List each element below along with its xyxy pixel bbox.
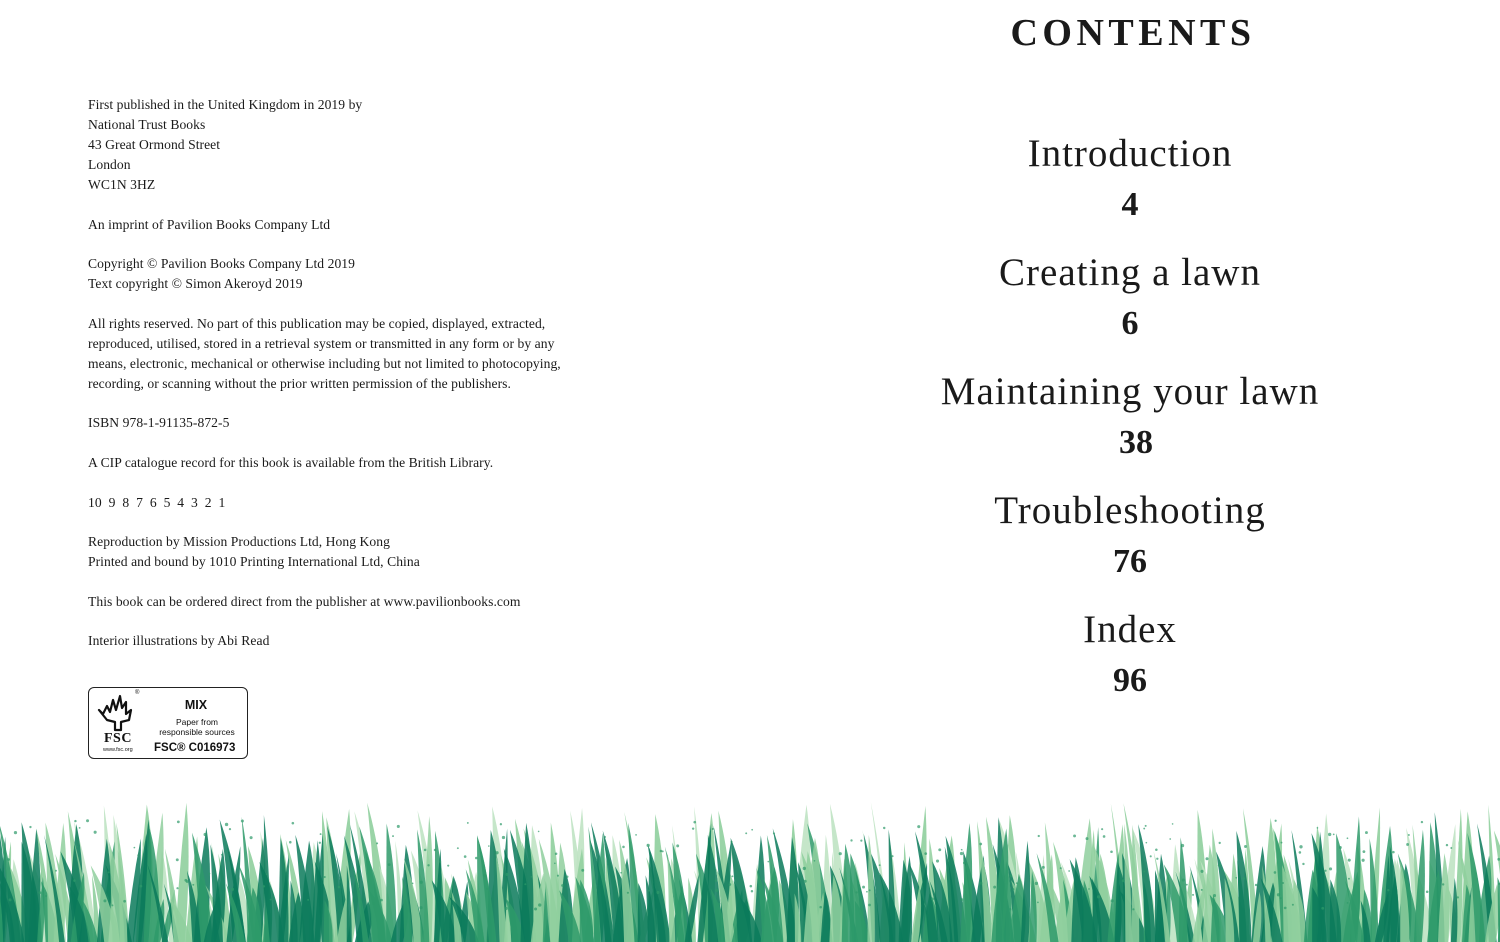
illustration-credit <box>88 631 648 651</box>
grass-speck <box>855 891 857 893</box>
grass-speck <box>208 873 210 875</box>
grass-speck <box>376 842 378 844</box>
grass-speck <box>380 899 383 902</box>
publisher-name: National Trust Books <box>88 117 206 132</box>
grass-speck <box>419 906 422 909</box>
grass-speck <box>531 876 533 878</box>
fsc-paper-line: Paper from <box>175 717 219 727</box>
grass-speck <box>420 881 423 884</box>
grass-speck <box>730 841 732 843</box>
toc-entry-title: Introduction <box>1027 132 1233 175</box>
grass-speck <box>263 885 265 887</box>
grass-speck <box>324 876 326 878</box>
grass-speck <box>1365 831 1368 834</box>
grass-speck <box>73 879 76 882</box>
contents-heading: CONTENTS <box>1010 12 1256 54</box>
grass-speck <box>1150 855 1152 857</box>
grass-speck <box>1321 907 1324 910</box>
grass-speck <box>225 823 228 826</box>
grass-speck <box>1009 908 1012 911</box>
imprint-text: An imprint of Pavilion Books Company Ltd <box>88 216 331 232</box>
toc-entry-index[interactable] <box>880 607 1380 703</box>
grass-speck <box>434 849 436 851</box>
grass-speck <box>412 883 414 885</box>
grass-speck <box>177 820 180 823</box>
grass-speck <box>1333 833 1335 835</box>
grass-speck <box>1329 867 1332 870</box>
grass-illustration <box>0 800 1500 942</box>
toc-entry-title: Index <box>1083 608 1177 651</box>
grass-speck <box>427 864 429 866</box>
grass-speck <box>938 848 941 851</box>
grass-speck <box>319 842 321 844</box>
grass-speck <box>1181 844 1184 847</box>
grass-speck <box>108 871 110 873</box>
grass-speck <box>1280 897 1282 899</box>
grass-speck <box>620 872 622 874</box>
grass-speck <box>1155 848 1158 851</box>
grass-speck <box>74 820 76 822</box>
grass-speck <box>979 882 982 885</box>
ordering-text: This book can be ordered direct from the publisher at www.pavilionbooks.com <box>88 593 521 609</box>
grass-speck <box>1205 857 1208 860</box>
grass-speck <box>1042 866 1045 869</box>
address-street: 43 Great Ormond Street <box>88 137 221 152</box>
grass-speck <box>14 831 17 834</box>
grass-speck <box>1037 901 1039 903</box>
grass-speck <box>86 819 89 822</box>
grass-speck <box>250 836 253 839</box>
fsc-mix-label: MIX <box>184 698 208 712</box>
grass-speck <box>868 904 871 907</box>
grass-speck <box>1353 895 1355 897</box>
grass-speck <box>1284 907 1287 910</box>
grass-speck <box>299 863 301 865</box>
grass-speck <box>979 843 982 846</box>
grass-speck <box>1213 894 1216 897</box>
grass-speck <box>176 858 179 861</box>
grass-speck <box>862 886 865 889</box>
grass-speck <box>960 852 963 855</box>
fsc-license-code: FSC® C016973 <box>154 742 236 754</box>
grass-speck <box>604 836 606 838</box>
grass-speck <box>1282 882 1284 884</box>
grass-speck <box>1156 858 1158 860</box>
grass-speck <box>1324 870 1326 872</box>
grass-speck <box>320 833 322 835</box>
grass-speck <box>660 850 663 853</box>
fsc-paper-line: responsible sources <box>159 727 235 737</box>
grass-speck <box>372 902 375 905</box>
grass-speck <box>581 869 584 872</box>
grass-speck <box>241 820 244 823</box>
grass-speck <box>1110 850 1113 853</box>
grass-speck <box>270 899 272 901</box>
grass-speck <box>1235 877 1237 879</box>
toc-entry-introduction[interactable] <box>880 131 1380 227</box>
grass-speck <box>397 825 400 828</box>
fsc-registered-mark: ® <box>135 690 140 696</box>
grass-speck <box>483 874 486 877</box>
fsc-url: www.fsc.org <box>103 747 133 753</box>
grass-speck <box>1244 845 1247 848</box>
print-numbers: 10 9 8 7 6 5 4 3 2 1 <box>88 494 226 510</box>
grass-speck <box>879 864 881 866</box>
grass-speck <box>676 844 679 847</box>
toc-entry-troubleshooting[interactable] <box>880 488 1380 584</box>
grass-speck <box>1088 888 1090 890</box>
print-line <box>88 493 648 513</box>
grass-speck <box>1299 851 1302 854</box>
grass-speck <box>176 887 178 889</box>
grass-speck <box>1255 884 1257 886</box>
grass-speck <box>1408 834 1410 836</box>
grass-speck <box>192 884 194 886</box>
grass-speck <box>538 903 541 906</box>
grass-speck <box>1292 904 1294 906</box>
grass-speck <box>751 829 753 831</box>
grass-speck <box>1143 828 1145 830</box>
grass-speck <box>1186 884 1188 886</box>
grass-speck <box>1387 889 1389 891</box>
grass-speck <box>767 861 769 863</box>
isbn <box>88 413 648 433</box>
grass-speck <box>1317 827 1319 829</box>
grass-speck <box>1218 864 1221 867</box>
grass-speck <box>1145 825 1147 827</box>
grass-speck <box>1426 890 1429 893</box>
grass-speck <box>123 900 126 903</box>
ordering-info <box>88 592 648 612</box>
grass-speck <box>566 875 568 877</box>
grass-speck <box>221 854 223 856</box>
grass-speck <box>715 879 718 882</box>
printed-line: Printed and bound by 1010 Printing International Ltd, China <box>88 554 420 570</box>
production-block <box>88 532 648 572</box>
grass-speck <box>1103 835 1106 838</box>
grass-speck <box>500 823 502 825</box>
grass-speck <box>229 828 231 830</box>
grass-speck <box>814 860 816 862</box>
grass-speck <box>230 898 232 900</box>
grass-speck <box>45 895 47 897</box>
toc-entry-page: 96 <box>1113 662 1147 699</box>
grass-speck <box>475 857 478 860</box>
grass-speck <box>866 891 868 893</box>
grass-speck <box>534 907 537 910</box>
grass-speck <box>1122 879 1125 882</box>
grass-speck <box>524 883 526 885</box>
grass-speck <box>68 870 71 873</box>
grass-speck <box>839 852 842 855</box>
grass-speck <box>79 827 81 829</box>
grass-speck <box>963 862 966 865</box>
grass-speck <box>622 846 625 849</box>
rights-line: means, electronic, mechanical or otherwise including but not limited to photocopying, <box>88 355 561 371</box>
address-city: London <box>88 157 131 172</box>
grass-speck <box>731 875 733 877</box>
fsc-code: FSC <box>104 731 132 746</box>
grass-speck <box>1068 870 1070 872</box>
grass-speck <box>457 847 459 849</box>
grass-speck <box>464 855 467 858</box>
grass-speck <box>1347 837 1349 839</box>
grass-speck <box>860 840 862 842</box>
grass-speck <box>504 907 507 910</box>
toc-entry-creating-a-lawn[interactable] <box>880 250 1380 346</box>
grass-speck <box>289 841 292 844</box>
address-postcode: WC1N 3HZ <box>88 177 156 192</box>
cip-record <box>88 453 648 473</box>
grass-speck <box>869 889 871 891</box>
grass-speck <box>555 853 558 856</box>
grass-speck <box>554 862 556 864</box>
grass-speck <box>1086 837 1089 840</box>
grass-speck <box>891 855 893 857</box>
grass-speck <box>961 849 963 851</box>
grass-speck <box>1348 859 1351 862</box>
grass-speck <box>1446 844 1448 846</box>
grass-speck <box>819 906 822 909</box>
fsc-paper-text <box>143 717 251 737</box>
grass-speck <box>1146 842 1148 844</box>
grass-speck <box>1457 896 1459 898</box>
grass-speck <box>424 849 427 852</box>
illustration-text: Interior illustrations by Abi Read <box>88 633 270 649</box>
grass-speck <box>1274 871 1277 874</box>
grass-speck <box>1143 871 1145 873</box>
grass-speck <box>1362 859 1365 862</box>
grass-speck <box>488 845 490 847</box>
grass-speck <box>1073 834 1076 837</box>
grass-speck <box>1201 889 1203 891</box>
grass-speck <box>1222 869 1224 871</box>
imprint-page <box>88 95 648 671</box>
grass-speck <box>715 889 718 892</box>
grass-speck <box>924 852 927 855</box>
grass-speck <box>693 821 696 824</box>
grass-speck <box>1200 870 1203 873</box>
grass-speck <box>505 873 508 876</box>
toc-entry-page: 38 <box>1119 424 1153 461</box>
grass-speck <box>656 891 659 894</box>
grass-speck <box>1169 838 1171 840</box>
grass-speck <box>1442 883 1444 885</box>
grass-speck <box>495 851 498 854</box>
grass-speck <box>55 870 57 872</box>
first-published-line: First published in the United Kingdom in 2019 by <box>88 97 363 112</box>
grass-speck <box>1016 882 1018 884</box>
grass-speck <box>1392 851 1395 854</box>
grass-speck <box>1302 863 1304 865</box>
grass-speck <box>111 904 113 906</box>
grass-speck <box>388 863 391 866</box>
grass-blade <box>278 838 288 942</box>
grass-speck <box>1101 828 1103 830</box>
grass-speck <box>134 847 136 849</box>
reproduction-line: Reproduction by Mission Productions Ltd, Hong Kong <box>88 534 390 550</box>
grass-speck <box>561 884 564 887</box>
toc-entry-page: 76 <box>1113 543 1147 580</box>
grass-speck <box>883 827 885 829</box>
grass-speck <box>1009 874 1012 877</box>
grass-speck <box>917 825 920 828</box>
grass-speck <box>38 891 41 894</box>
grass-speck <box>1012 888 1014 890</box>
grass-speck <box>516 863 518 865</box>
grass-speck <box>1299 845 1302 848</box>
grass-speck <box>728 883 731 886</box>
grass-speck <box>557 875 559 877</box>
rights-line: reproduced, utilised, stored in a retrieval system or transmitted in any form or by any <box>88 335 555 351</box>
grass-speck <box>1421 821 1423 823</box>
grass-speck <box>1182 878 1185 881</box>
rights-block <box>88 314 648 394</box>
rights-line: All rights reserved. No part of this publication may be copied, displayed, extracted, <box>88 315 546 331</box>
toc-entry-title: Creating a lawn <box>999 251 1261 294</box>
grass-speck <box>486 888 488 890</box>
grass-speck <box>204 833 207 836</box>
grass-blade <box>1179 837 1188 942</box>
grass-speck <box>627 892 629 894</box>
grass-speck <box>1060 867 1062 869</box>
grass-speck <box>266 873 268 875</box>
grass-speck <box>1038 835 1040 837</box>
copyright-line: Copyright © Pavilion Books Company Ltd 2019 <box>88 256 355 272</box>
grass-speck <box>712 828 714 830</box>
grass-speck <box>1348 878 1350 880</box>
toc-entry-page: 4 <box>1121 186 1139 223</box>
toc-entry-title: Maintaining your lawn <box>940 370 1320 413</box>
grass-speck <box>1328 833 1331 836</box>
grass-speck <box>993 886 996 889</box>
grass-speck <box>1277 893 1280 896</box>
grass-speck <box>29 826 31 828</box>
grass-speck <box>804 880 807 883</box>
grass-speck <box>745 832 747 834</box>
grass-speck <box>307 899 309 901</box>
grass-speck <box>635 834 637 836</box>
grass-speck <box>94 831 97 834</box>
grass-speck <box>1219 842 1221 844</box>
grass-speck <box>773 832 775 834</box>
grass-speck <box>186 880 189 883</box>
grass-speck <box>1132 908 1134 910</box>
imprint-line <box>88 215 648 235</box>
grass-speck <box>7 858 10 861</box>
grass-speck <box>750 885 753 888</box>
grass-blade <box>960 823 972 942</box>
grass-speck <box>1347 902 1349 904</box>
grass-speck <box>751 890 753 892</box>
grass-speck <box>648 889 650 891</box>
grass-speck <box>1243 877 1246 880</box>
toc-entry-page: 6 <box>1121 305 1139 342</box>
grass-speck <box>850 839 852 841</box>
fsc-logo <box>88 687 248 759</box>
grass-speck <box>231 888 234 891</box>
copyright-block <box>88 254 648 294</box>
grass-speck <box>1192 894 1194 896</box>
grass-speck <box>139 885 142 888</box>
grass-speck <box>502 836 505 839</box>
grass-speck <box>1111 899 1114 902</box>
grass-speck <box>538 831 540 833</box>
grass-speck <box>1172 823 1174 825</box>
cip-text: A CIP catalogue record for this book is available from the British Library. <box>88 454 494 470</box>
grass-speck <box>9 898 12 901</box>
grass-speck <box>1450 847 1452 849</box>
toc-entry-maintaining-your-lawn[interactable] <box>880 369 1380 465</box>
rights-line: recording, or scanning without the prior written permission of the publishers. <box>88 375 511 391</box>
publisher-address <box>88 95 648 195</box>
fsc-tree-icon <box>95 692 139 732</box>
grass-speck <box>439 861 441 863</box>
grass-speck <box>467 822 469 824</box>
grass-speck <box>936 859 939 862</box>
grass-speck <box>1406 843 1409 846</box>
grass-speck <box>803 867 806 870</box>
text-copyright-line: Text copyright © Simon Akeroyd 2019 <box>88 276 303 292</box>
toc-entry-title: Troubleshooting <box>994 489 1266 532</box>
grass-speck <box>1281 842 1283 844</box>
grass-speck <box>718 903 720 905</box>
grass-speck <box>392 835 394 837</box>
isbn-text: ISBN 978-1-91135-872-5 <box>88 415 230 431</box>
grass-speck <box>1362 850 1365 853</box>
grass-speck <box>447 865 449 867</box>
grass-speck <box>338 886 341 889</box>
grass-speck <box>961 898 964 901</box>
grass-speck <box>647 844 650 847</box>
grass-speck <box>931 898 934 901</box>
grass-speck <box>1097 895 1100 898</box>
grass-speck <box>103 899 106 902</box>
grass-blade <box>386 824 396 942</box>
grass-blade <box>867 835 874 942</box>
grass-speck <box>76 846 78 848</box>
grass-speck <box>1275 820 1277 822</box>
grass-speck <box>1035 882 1038 885</box>
grass-speck <box>1339 846 1342 849</box>
grass-speck <box>292 822 295 825</box>
grass-speck <box>137 854 139 856</box>
grass-speck <box>692 827 694 829</box>
